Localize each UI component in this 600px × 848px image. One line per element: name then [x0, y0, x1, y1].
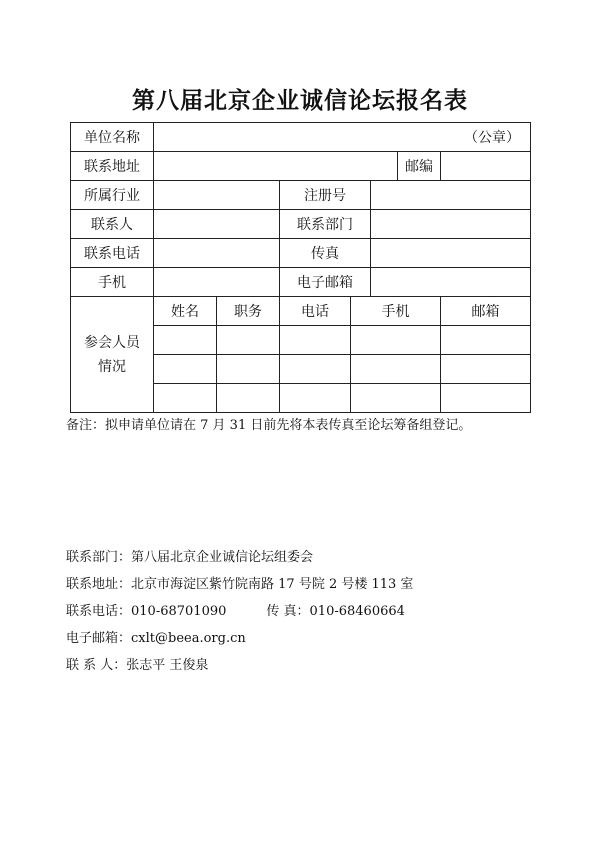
mobile-label: 手机: [71, 268, 154, 297]
email-label: 电子邮箱: [280, 268, 371, 297]
postcode-field[interactable]: [441, 152, 531, 181]
participant-cell[interactable]: [154, 326, 217, 355]
industry-label: 所属行业: [71, 181, 154, 210]
participant-cell[interactable]: [217, 384, 280, 413]
participant-cell[interactable]: [351, 326, 441, 355]
form-title: 第八届北京企业诚信论坛报名表: [132, 87, 468, 114]
phone-label: 联系电话: [71, 239, 154, 268]
participant-cell[interactable]: [441, 326, 531, 355]
contact-dept-label: 联系部门：: [66, 550, 132, 565]
contact-phone-label: 联系电话：: [66, 604, 132, 619]
participant-cell[interactable]: [280, 326, 351, 355]
table-row: [71, 123, 531, 152]
contact-dept-row: [66, 544, 413, 571]
contact-phone-value: 010-68701090: [131, 604, 227, 619]
table-row: [71, 152, 531, 181]
contact-dept-label: 联系部门: [280, 210, 371, 239]
participant-header-name: 姓名: [154, 297, 217, 326]
participant-cell[interactable]: [280, 384, 351, 413]
contact-person-value: 张志平 王俊泉: [126, 658, 209, 673]
participants-label-line-2: 情况: [98, 358, 126, 375]
contact-person-label: 联系人: [71, 210, 154, 239]
industry-field[interactable]: [154, 181, 280, 210]
participant-cell[interactable]: [217, 355, 280, 384]
contact-email-label: 电子邮箱：: [66, 631, 132, 646]
participant-cell[interactable]: [280, 355, 351, 384]
contact-fax-label: 传 真：: [266, 604, 310, 619]
contact-email-row: [66, 625, 413, 652]
contact-fax-value: 010-68460664: [309, 604, 405, 619]
address-field[interactable]: [154, 152, 398, 181]
participants-label: [71, 297, 154, 413]
reg-no-label: 注册号: [280, 181, 371, 210]
participant-cell[interactable]: [217, 326, 280, 355]
participants-label-line-1: 参会人员: [84, 334, 140, 351]
participant-header-mobile: 手机: [351, 297, 441, 326]
participant-header-email: 邮箱: [441, 297, 531, 326]
table-row: [71, 297, 531, 326]
contact-person-label: 联 系 人：: [66, 658, 127, 673]
participant-cell[interactable]: [441, 384, 531, 413]
postcode-label: 邮编: [398, 152, 441, 181]
participant-cell[interactable]: [351, 384, 441, 413]
contact-person-row: [66, 652, 413, 679]
contact-dept-field[interactable]: [371, 210, 531, 239]
phone-field[interactable]: [154, 239, 280, 268]
contact-address-value: 北京市海淀区紫竹院南路 17 号院 2 号楼 113 室: [131, 577, 414, 592]
contact-address-label: 联系地址：: [66, 577, 132, 592]
participant-header-title: 职务: [217, 297, 280, 326]
contact-person-field[interactable]: [154, 210, 280, 239]
contact-phone-row: [66, 598, 413, 625]
table-row: [71, 239, 531, 268]
seal-note: （公章）: [464, 130, 521, 146]
fax-field[interactable]: [371, 239, 531, 268]
participant-cell[interactable]: [154, 384, 217, 413]
table-row: [71, 210, 531, 239]
participant-header-phone: 电话: [280, 297, 351, 326]
participant-cell[interactable]: [441, 355, 531, 384]
note-text: 备注：拟申请单位请在 7 月 31 日前先将本表传真至论坛筹备组登记。: [66, 418, 472, 433]
address-label: 联系地址: [71, 152, 154, 181]
mobile-field[interactable]: [154, 268, 280, 297]
contact-email-value[interactable]: cxlt@beea.org.cn: [131, 631, 246, 646]
fax-label: 传真: [280, 239, 371, 268]
registration-table: [70, 122, 531, 413]
email-field[interactable]: [371, 268, 531, 297]
table-row: [71, 181, 531, 210]
participant-cell[interactable]: [351, 355, 441, 384]
contact-info: [66, 544, 413, 679]
unit-name-label: 单位名称: [71, 123, 154, 152]
participant-cell[interactable]: [154, 355, 217, 384]
table-row: [71, 268, 531, 297]
contact-address-row: [66, 571, 413, 598]
reg-no-field[interactable]: [371, 181, 531, 210]
contact-dept-value: 第八届北京企业诚信论坛组委会: [131, 550, 314, 565]
unit-name-field[interactable]: [154, 123, 531, 152]
